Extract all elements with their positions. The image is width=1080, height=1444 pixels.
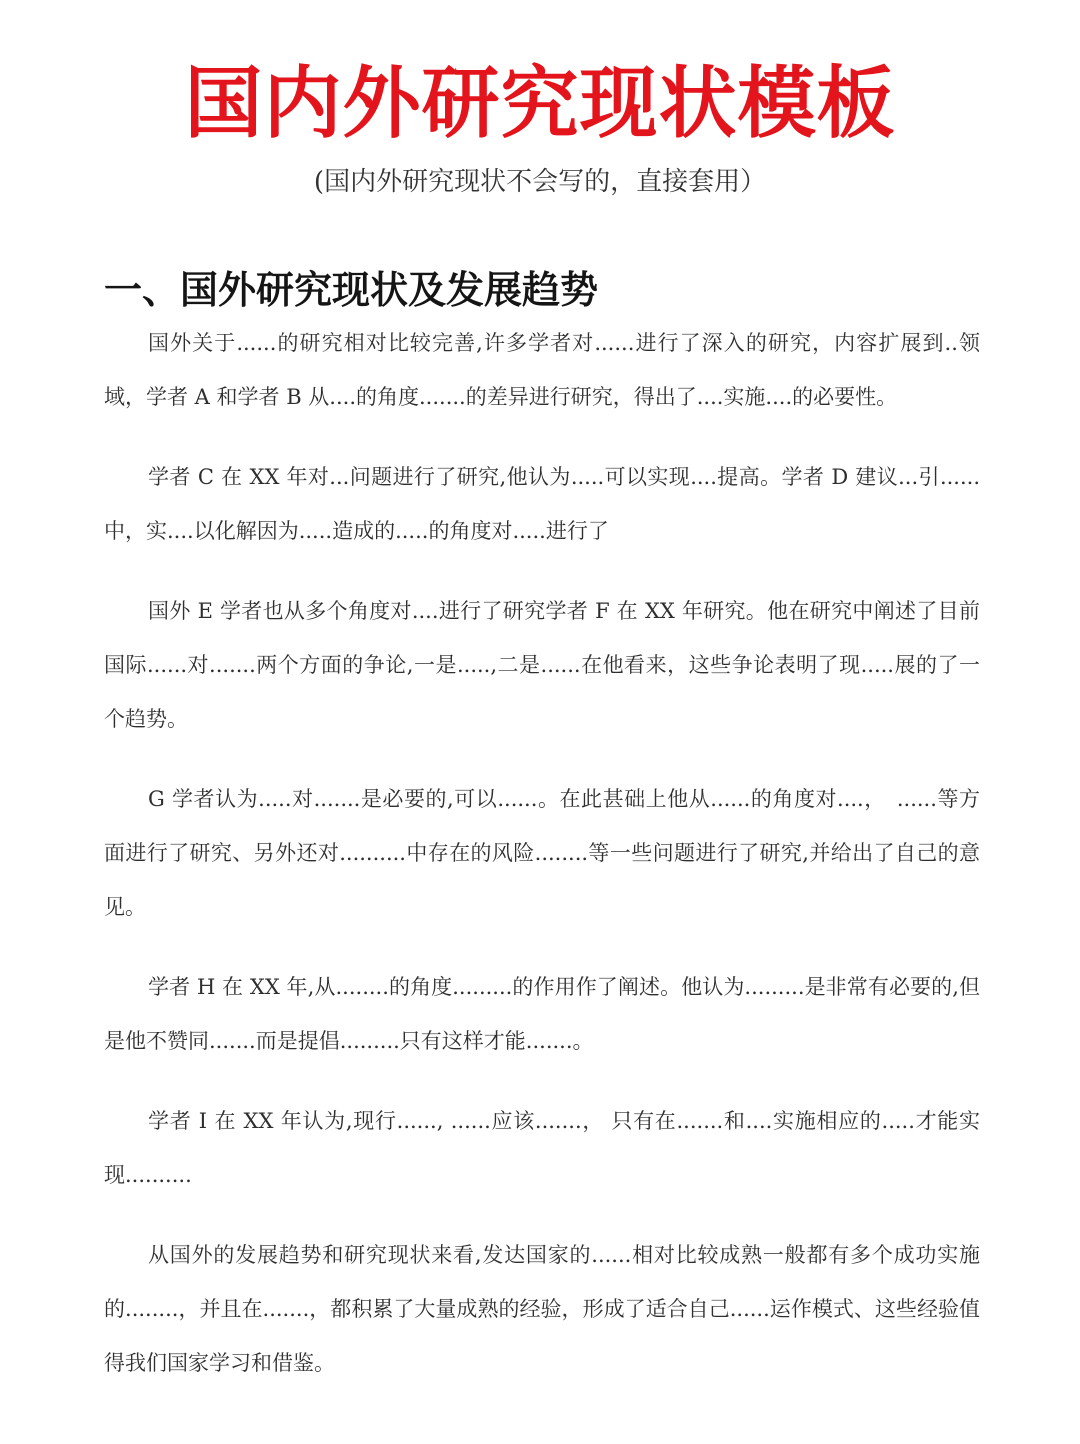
- paragraph-3: 国外 E 学者也从多个角度对....进行了研究学者 F 在 XX 年研究。他在研究中阐述了目前国际......对.......两个方面的争论,一是.....,二是......在他看来，这些争论表明了现.....展的了一个趋势。: [104, 599, 980, 731]
- paragraph-5: 学者 H 在 XX 年,从........的角度.........的作用作了阐述。他认为.........是非常有必要的,但是他不赞同.......而是提倡.........只有这样才能.......。: [104, 975, 980, 1053]
- paragraph-1: 国外关于......的研究相对比较完善,许多学者对......进行了深入的研究，内容扩展到..领域，学者 A 和学者 B 从....的角度.......的差异进行研究，得出了....实施....的必要性。: [104, 331, 980, 409]
- document-subtitle: (国内外研究现状不会写的，直接套用）: [313, 167, 767, 197]
- paragraph-6: 学者 I 在 XX 年认为,现行......, ......应该.......， 只有在.......和....实施相应的.....才能实现..........: [104, 1109, 980, 1187]
- paragraph-7: 从国外的发展趋势和研究现状来看,发达国家的......相对比较成熟一般都有多个成功实施的........，并且在.......，都积累了大量成熟的经验，形成了适合自己......运作模式、这些经验值得我们国家学习和借鉴。: [104, 1243, 980, 1375]
- section-heading: 一、国外研究现状及发展趋势: [104, 268, 599, 312]
- document-title: 国内外研究现状模板: [184, 59, 896, 149]
- paragraph-4: G 学者认为.....对.......是必要的,可以......。在此甚础上他从......的角度对....， ......等方面进行了研究、另外还对..........中存在的风险........等一些问题进行了研究,并给出了自己的意见。: [104, 787, 980, 919]
- paragraph-2: 学者 C 在 XX 年对...问题进行了研究,他认为.....可以实现....提高。学者 D 建议...引......中，实....以化解因为.....造成的.....的角度对.....进行了: [104, 465, 980, 543]
